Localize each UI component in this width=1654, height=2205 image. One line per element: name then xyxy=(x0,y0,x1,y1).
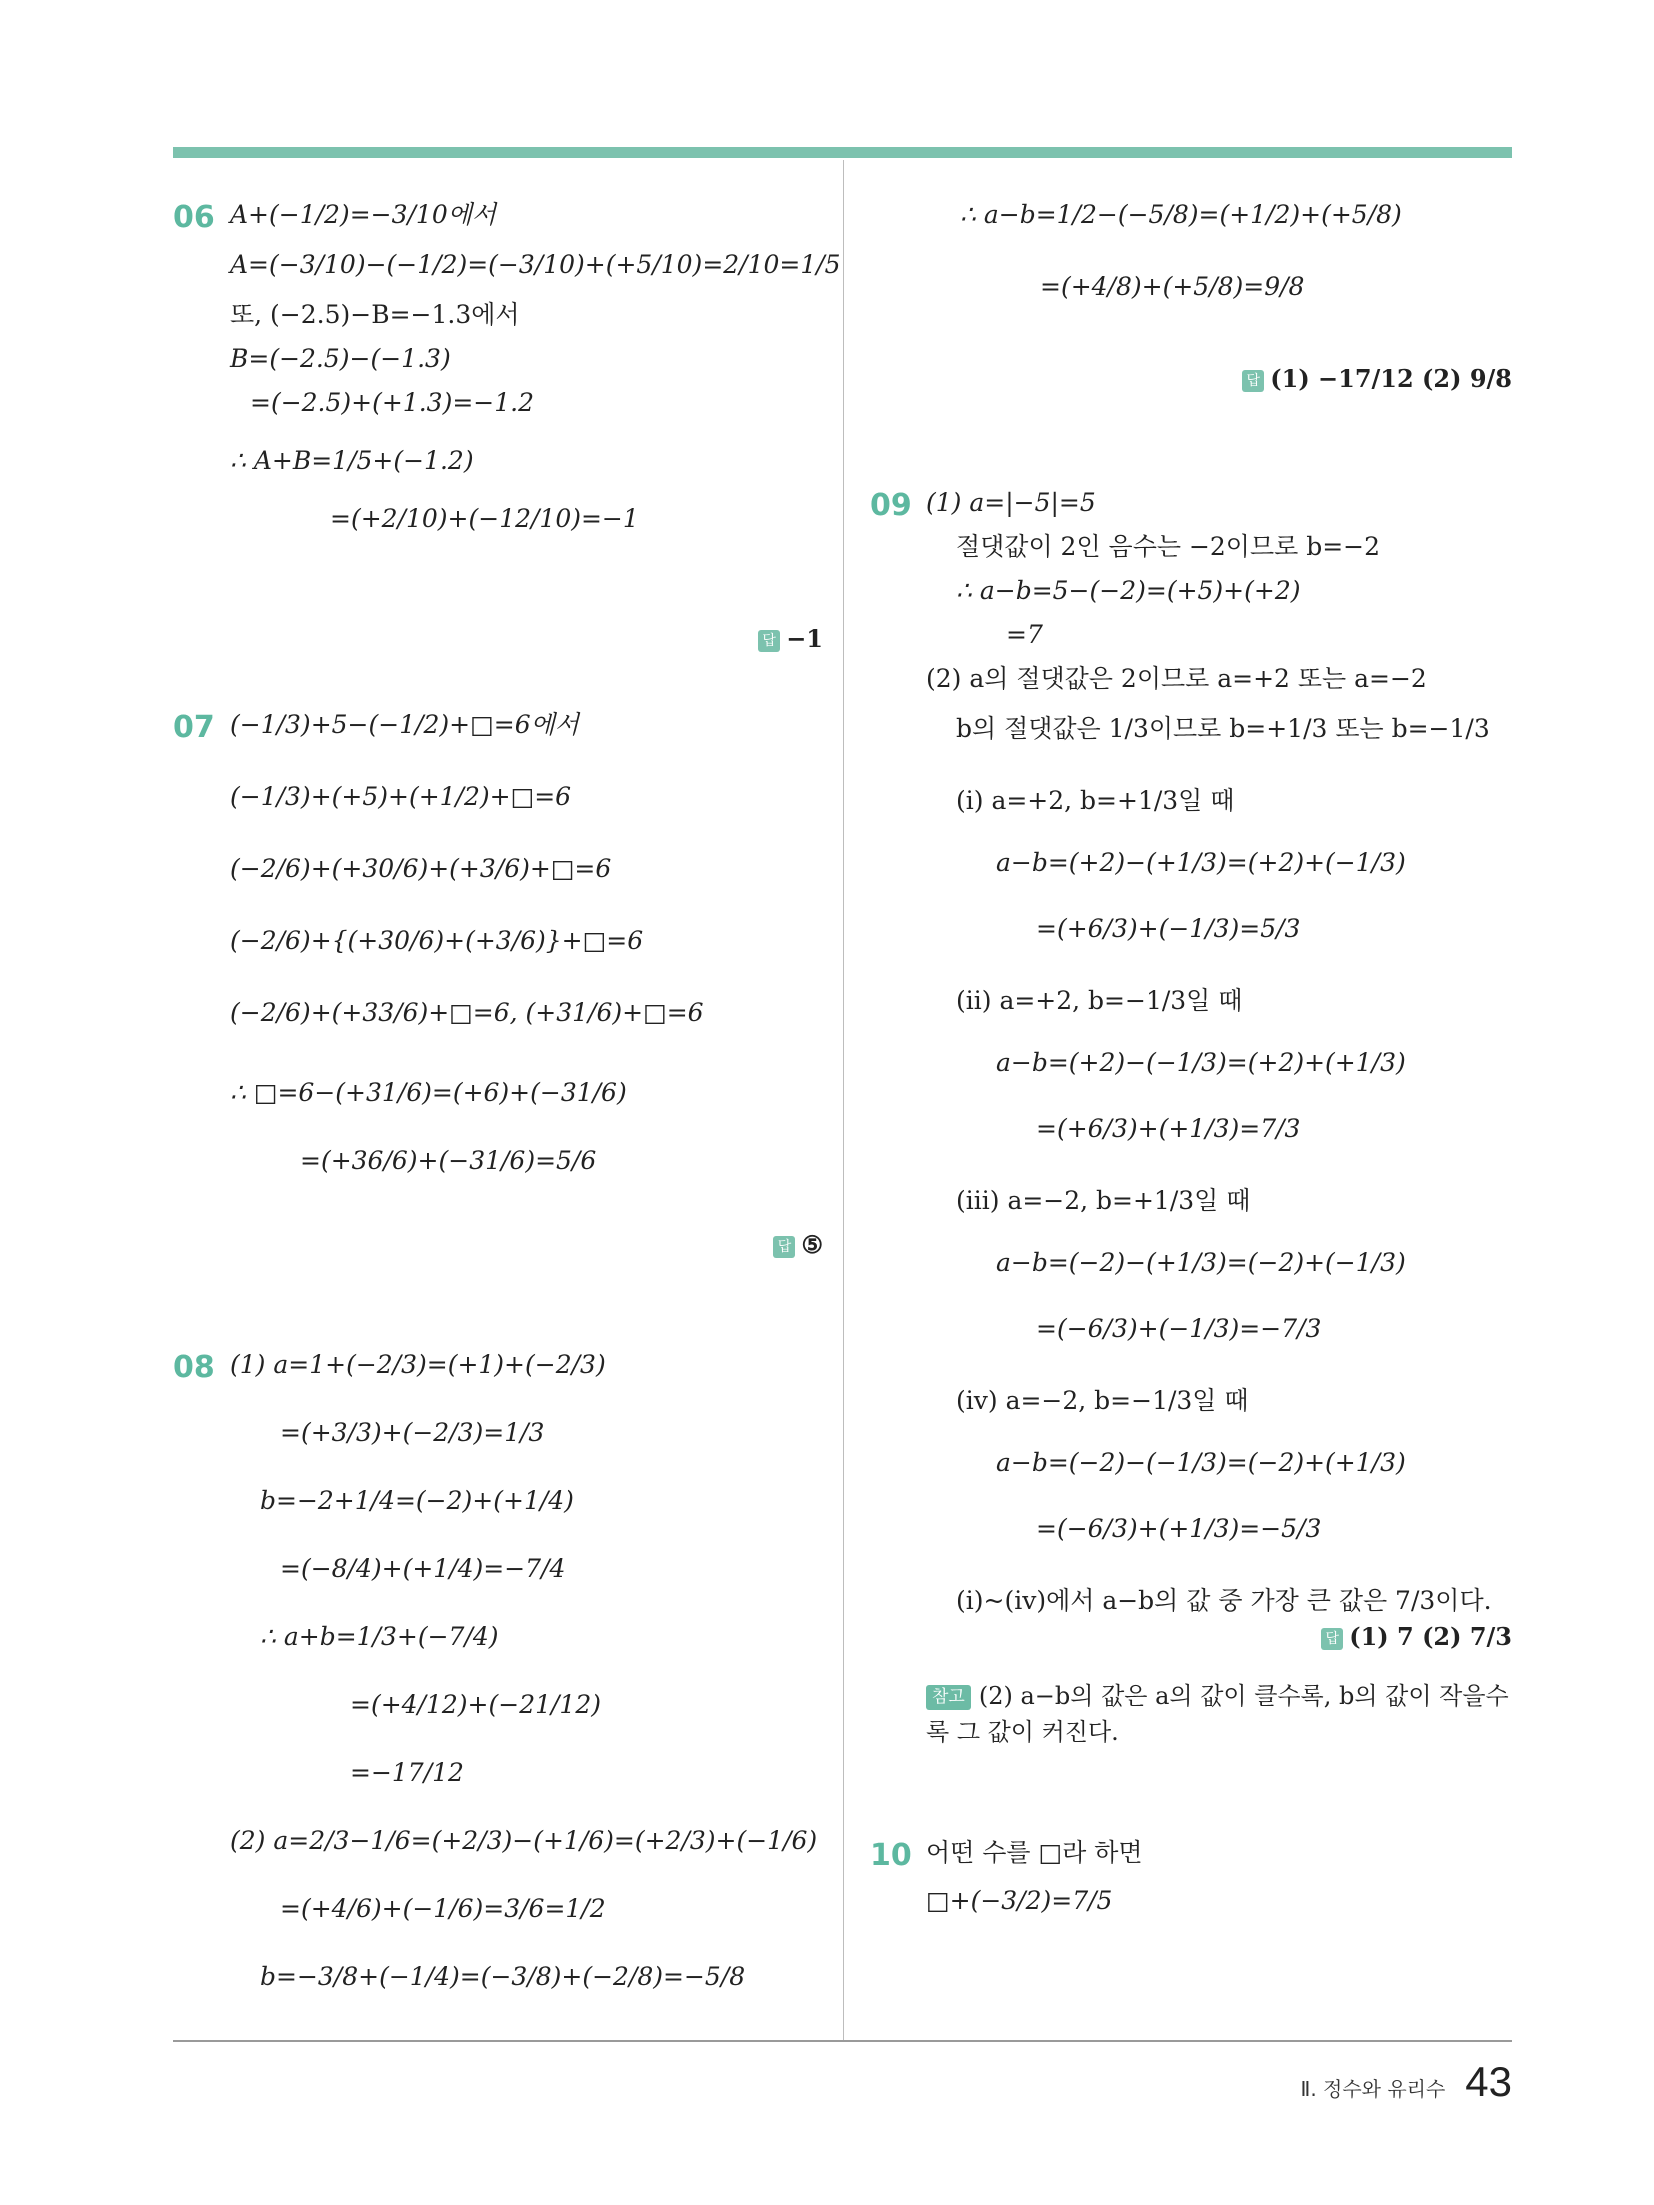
solution-line: 어떤 수를 □라 하면 xyxy=(926,1838,1143,1867)
solution-line: B=(−2.5)−(−1.3) xyxy=(230,344,451,373)
solution-line: a−b=(−2)−(+1/3)=(−2)+(−1/3) xyxy=(996,1248,1406,1277)
solution-line: (2) a=2/3−1/6=(+2/3)−(+1/6)=(+2/3)+(−1/6) xyxy=(230,1826,818,1855)
solution-line: (1) a=|−5|=5 xyxy=(926,488,1096,517)
problem-number: 07 xyxy=(173,710,215,745)
solution-line: =−17/12 xyxy=(350,1758,464,1787)
solution-line: b=−2+1/4=(−2)+(+1/4) xyxy=(260,1486,574,1515)
solution-line: (−2/6)+{(+30/6)+(+3/6)}+□=6 xyxy=(230,926,644,955)
solution-line: =(+4/8)+(+5/8)=9/8 xyxy=(1040,272,1305,301)
column-divider xyxy=(843,160,844,2040)
right-column xyxy=(870,200,1512,1915)
solution-line: a−b=(+2)−(+1/3)=(+2)+(−1/3) xyxy=(996,848,1406,877)
solution-line: a−b=(+2)−(−1/3)=(+2)+(+1/3) xyxy=(996,1048,1406,1077)
solution-09 xyxy=(870,488,1512,1818)
answer-row xyxy=(773,1230,823,1259)
answer-row xyxy=(1321,1622,1512,1651)
solution-07 xyxy=(173,710,823,1259)
page-number: 43 xyxy=(1465,2058,1512,2105)
solution-line: □+(−3/2)=7/5 xyxy=(926,1886,1113,1915)
solution-line: (ⅳ) a=−2, b=−1/3일 때 xyxy=(956,1386,1249,1415)
solution-line: A=(−3/10)−(−1/2)=(−3/10)+(+5/10)=2/10=1/5 xyxy=(230,250,841,279)
solution-line: ∴ a−b=5−(−2)=(+5)+(+2) xyxy=(956,576,1301,605)
solution-line: =(−8/4)+(+1/4)=−7/4 xyxy=(280,1554,566,1583)
answer-value: (1) 7 (2) 7/3 xyxy=(1349,1622,1512,1651)
solution-line: (ⅰ)~(ⅳ)에서 a−b의 값 중 가장 큰 값은 7/3이다. xyxy=(956,1586,1492,1615)
solution-line: (1) a=1+(−2/3)=(+1)+(−2/3) xyxy=(230,1350,606,1379)
bottom-rule xyxy=(173,2040,1512,2042)
solution-line: =(+36/6)+(−31/6)=5/6 xyxy=(300,1146,597,1175)
left-column xyxy=(173,200,841,1991)
answer-value: (1) −17/12 (2) 9/8 xyxy=(1270,364,1512,393)
solution-line: b의 절댓값은 1/3이므로 b=+1/3 또는 b=−1/3 xyxy=(956,714,1490,743)
answer-badge: 답 xyxy=(1321,1628,1343,1650)
solution-line: =(+3/3)+(−2/3)=1/3 xyxy=(280,1418,545,1447)
solution-line: (ⅲ) a=−2, b=+1/3일 때 xyxy=(956,1186,1251,1215)
solution-line: A+(−1/2)=−3/10에서 xyxy=(230,200,497,229)
solution-line: =7 xyxy=(1006,620,1043,649)
solution-line: (ⅱ) a=+2, b=−1/3일 때 xyxy=(956,986,1243,1015)
solution-line: (−1/3)+(+5)+(+1/2)+□=6 xyxy=(230,782,572,811)
chapter-title: Ⅱ. 정수와 유리수 xyxy=(1300,2077,1446,2101)
solution-line: ∴ A+B=1/5+(−1.2) xyxy=(230,446,474,475)
page-footer xyxy=(1300,2058,1512,2106)
solution-line: =(+4/6)+(−1/6)=3/6=1/2 xyxy=(280,1894,606,1923)
reference-text: (2) a−b의 값은 a의 값이 클수록, b의 값이 작을수록 그 값이 커진다. xyxy=(926,1682,1509,1746)
solution-line: ∴ a+b=1/3+(−7/4) xyxy=(260,1622,499,1651)
top-accent-bar xyxy=(173,147,1512,158)
problem-number: 09 xyxy=(870,488,912,523)
solution-line: =(−6/3)+(+1/3)=−5/3 xyxy=(1036,1514,1322,1543)
answer-row xyxy=(1242,364,1512,393)
solution-line: =(+2/10)+(−12/10)=−1 xyxy=(330,504,639,533)
solution-line: (−2/6)+(+30/6)+(+3/6)+□=6 xyxy=(230,854,612,883)
solution-line: (−1/3)+5−(−1/2)+□=6에서 xyxy=(230,710,579,739)
solution-line: =(+6/3)+(−1/3)=5/3 xyxy=(1036,914,1301,943)
solution-line: (2) a의 절댓값은 2이므로 a=+2 또는 a=−2 xyxy=(926,664,1427,693)
solution-line: a−b=(−2)−(−1/3)=(−2)+(+1/3) xyxy=(996,1448,1406,1477)
answer-value: ⑤ xyxy=(801,1230,823,1259)
answer-value: −1 xyxy=(786,624,823,653)
solution-06 xyxy=(173,200,841,653)
solution-line: =(−2.5)+(+1.3)=−1.2 xyxy=(250,388,534,417)
solution-line: 또, (−2.5)−B=−1.3에서 xyxy=(230,300,520,329)
solution-08-continued xyxy=(870,200,1512,420)
solution-line: ∴ a−b=1/2−(−5/8)=(+1/2)+(+5/8) xyxy=(960,200,1402,229)
solution-line: =(−6/3)+(−1/3)=−7/3 xyxy=(1036,1314,1322,1343)
problem-number: 06 xyxy=(173,200,215,235)
solution-line: b=−3/8+(−1/4)=(−3/8)+(−2/8)=−5/8 xyxy=(260,1962,746,1991)
reference-note xyxy=(926,1678,1512,1750)
answer-badge: 답 xyxy=(1242,370,1264,392)
problem-number: 08 xyxy=(173,1350,215,1385)
problem-number: 10 xyxy=(870,1838,912,1873)
solution-line: =(+6/3)+(+1/3)=7/3 xyxy=(1036,1114,1301,1143)
solution-line: ∴ □=6−(+31/6)=(+6)+(−31/6) xyxy=(230,1078,627,1107)
answer-badge: 답 xyxy=(773,1236,795,1258)
solution-line: (−2/6)+(+33/6)+□=6, (+31/6)+□=6 xyxy=(230,998,704,1027)
solution-line: =(+4/12)+(−21/12) xyxy=(350,1690,601,1719)
solution-line: 절댓값이 2인 음수는 −2이므로 b=−2 xyxy=(956,532,1381,561)
solution-line: (ⅰ) a=+2, b=+1/3일 때 xyxy=(956,786,1235,815)
answer-badge: 답 xyxy=(758,630,780,652)
answer-row xyxy=(758,624,823,653)
reference-badge: 참고 xyxy=(926,1685,971,1711)
